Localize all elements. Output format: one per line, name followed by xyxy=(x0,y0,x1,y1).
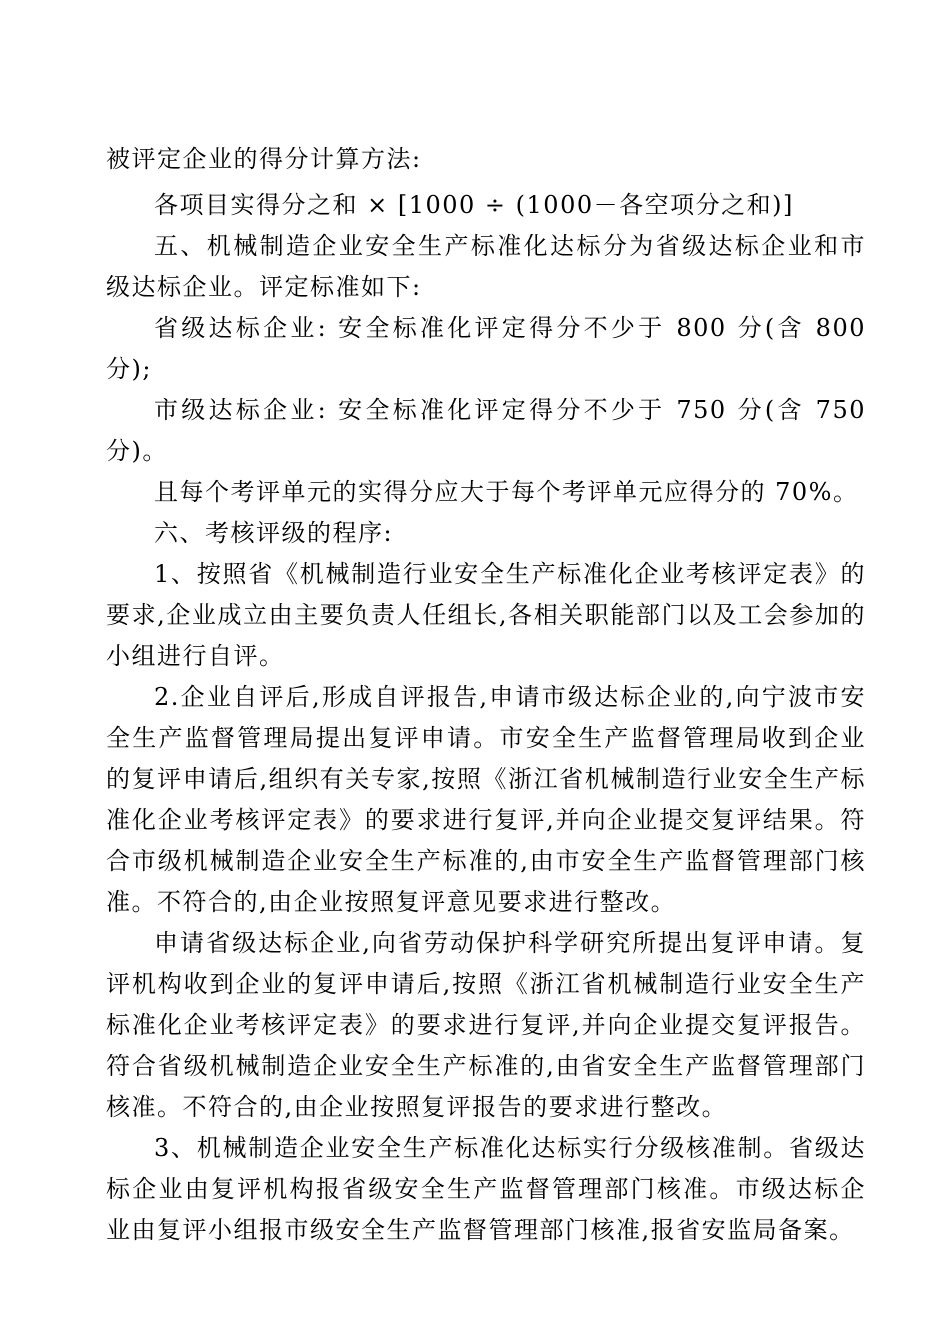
section-six-heading: 六、考核评级的程序: xyxy=(154,519,394,547)
procedure-step-three: 3、机械制造企业安全生产标准化达标实行分级核准制。省级达标企业由复评机构报省级安全生产监督管理部门核准。市级达标企业由复评小组报市级安全生产监督管理部门核准,报省安监局备案。 xyxy=(106,1134,866,1244)
procedure-step-two: 2.企业自评后,形成自评报告,申请市级达标企业的,向宁波市安全生产监督管理局提出复评申请。市安全生产监督管理局收到企业的复评申请后,组织有关专家,按照《浙江省机械制造行业安全生产标准化企业考核评定表》的要求进行复评,并向企业提交复评结果。符合市级机械制造企业安全生产标准的,由市安全生产监督管理部门核准。不符合的,由企业按照复评意见要求进行整改。 xyxy=(106,683,866,916)
unit-score-requirement: 且每个考评单元的实得分应大于每个考评单元应得分的 70%。 xyxy=(154,478,859,506)
municipal-standard-line: 市级达标企业: 安全标准化评定得分不少于 750 分(含 750 分)。 xyxy=(106,396,866,465)
section-five-paragraph: 五、机械制造企业安全生产标准化达标分为省级达标企业和市级达标企业。评定标准如下: xyxy=(106,232,866,301)
scoring-formula: 各项目实得分之和 × [1000 ÷ (1000－各空项分之和)] xyxy=(154,191,794,219)
provincial-application-paragraph: 申请省级达标企业,向省劳动保护科学研究所提出复评申请。复评机构收到企业的复评申请后,按照《浙江省机械制造行业安全生产标准化企业考核评定表》的要求进行复评,并向企业提交复评报告。符合省级机械制造企业安全生产标准的,由省安全生产监督管理部门核准。不符合的,由企业按照复评报告的要求进行整改。 xyxy=(106,929,866,1121)
document-body xyxy=(106,139,866,1251)
procedure-step-one: 1、按照省《机械制造行业安全生产标准化企业考核评定表》的要求,企业成立由主要负责人任组长,各相关职能部门以及工会参加的小组进行自评。 xyxy=(106,560,866,670)
scoring-method-heading: 被评定企业的得分计算方法: xyxy=(106,145,422,173)
provincial-standard-line: 省级达标企业: 安全标准化评定得分不少于 800 分(含 800 分); xyxy=(106,314,866,383)
